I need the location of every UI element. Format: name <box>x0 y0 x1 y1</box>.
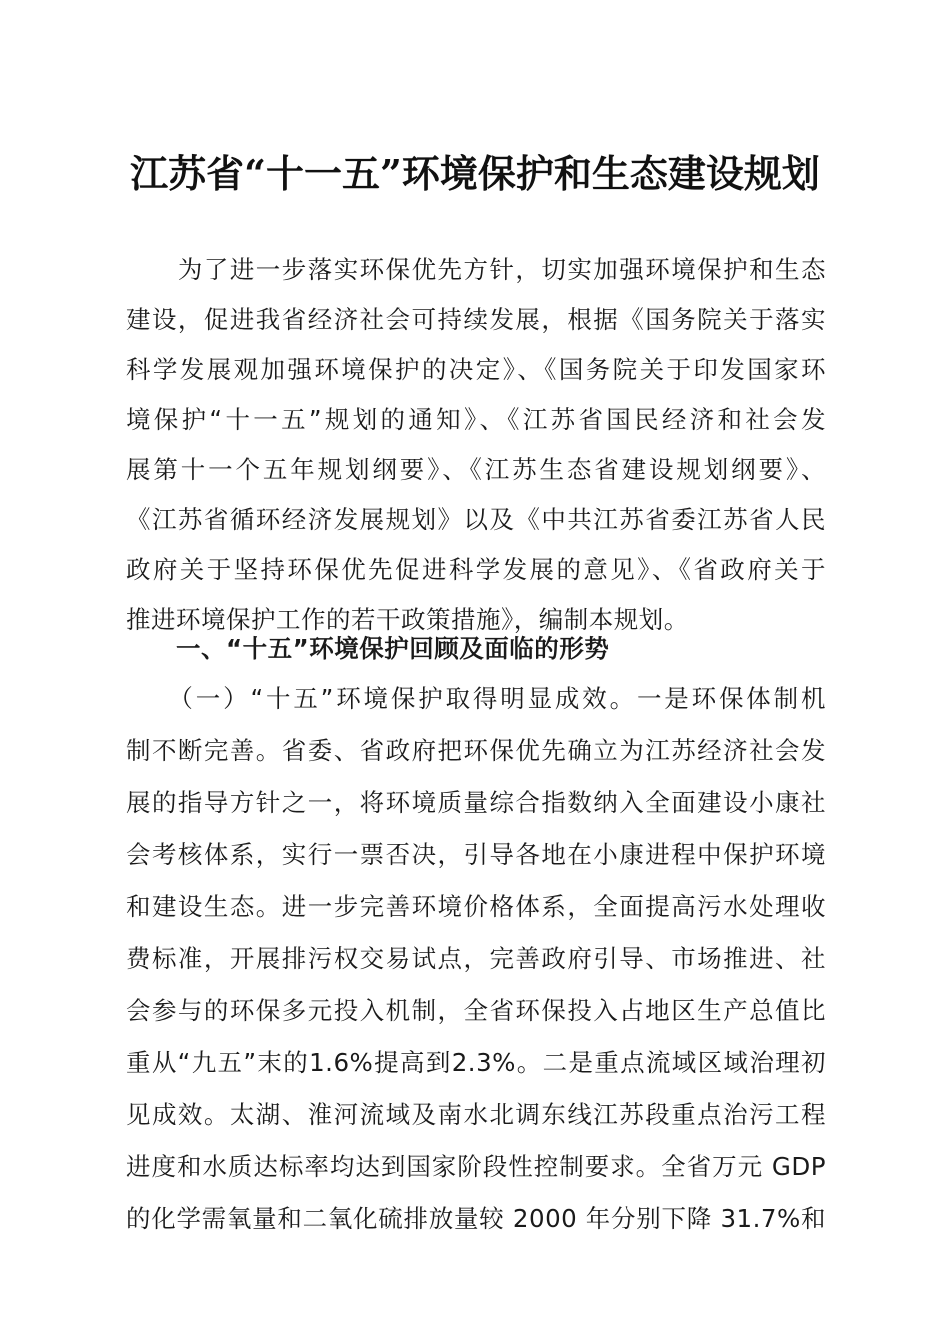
text-line: 进度和水质达标率均达到国家阶段性控制要求。全省万元 GDP <box>126 1152 826 1181</box>
text-line: 会参与的环保多元投入机制，全省环保投入占地区生产总值比 <box>126 996 826 1025</box>
text-line: 重从“九五”末的1.6%提高到2.3%。二是重点流域区域治理初 <box>126 1048 826 1077</box>
text-line: 展的指导方针之一，将环境质量综合指数纳入全面建设小康社 <box>126 788 826 817</box>
document-title: 江苏省“十一五”环境保护和生态建设规划 <box>130 151 820 196</box>
text-line: 费标准，开展排污权交易试点，完善政府引导、市场推进、社 <box>126 944 826 973</box>
text-line: 会考核体系，实行一票否决，引导各地在小康进程中保护环境 <box>126 840 826 869</box>
text-line: 政府关于坚持环保优先促进科学发展的意见》、《省政府关于 <box>126 555 826 584</box>
text-line: 推进环境保护工作的若干政策措施》，编制本规划。 <box>126 605 689 634</box>
text-line: 的化学需氧量和二氧化硫排放量较 2000 年分别下降 31.7%和 <box>126 1204 826 1233</box>
text-line: （一）“十五”环境保护取得明显成效。一是环保体制机 <box>126 684 826 713</box>
text-line: 展第十一个五年规划纲要》、《江苏生态省建设规划纲要》、 <box>126 455 826 484</box>
text-line: 见成效。太湖、淮河流域及南水北调东线江苏段重点治污工程 <box>126 1100 826 1129</box>
text-line: 和建设生态。进一步完善环境价格体系，全面提高污水处理收 <box>126 892 826 921</box>
text-line: 为了进一步落实环保优先方针，切实加强环境保护和生态 <box>126 255 826 284</box>
text-line: 境保护“十一五”规划的通知》、《江苏省国民经济和社会发 <box>126 405 826 434</box>
section-heading: 一、“十五”环境保护回顾及面临的形势 <box>126 634 610 663</box>
text-line: 科学发展观加强环境保护的决定》、《国务院关于印发国家环 <box>126 355 826 384</box>
text-line: 制不断完善。省委、省政府把环保优先确立为江苏经济社会发 <box>126 736 826 765</box>
text-line: 《江苏省循环经济发展规划》以及《中共江苏省委江苏省人民 <box>126 505 826 534</box>
text-line: 建设，促进我省经济社会可持续发展，根据《国务院关于落实 <box>126 305 826 334</box>
